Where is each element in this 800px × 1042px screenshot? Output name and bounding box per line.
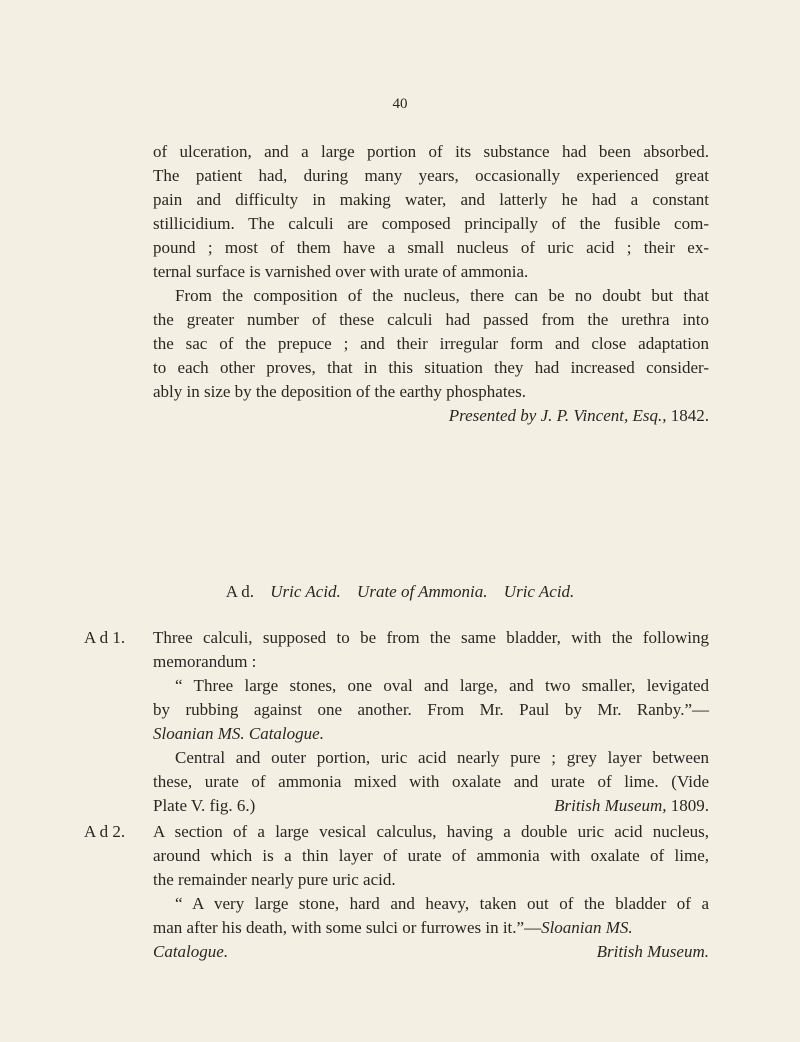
page-number: 40 xyxy=(392,96,408,112)
entry-line: the remainder nearly pure uric acid. xyxy=(153,870,396,889)
section-title-uric-acid: Uric Acid. xyxy=(270,582,341,601)
presented-year: 1842. xyxy=(666,406,709,425)
entry-line: Central and outer portion, uric acid nearly pure ; grey layer between xyxy=(175,748,709,767)
entry-line: these, urate of ammonia mixed with oxalate and urate of lime. (Vide xyxy=(153,772,709,791)
entry-line: A section of a large vesical calculus, having a double uric acid nucleus, xyxy=(153,822,709,841)
body-line: From the composition of the nucleus, there can be no doubt but that xyxy=(175,286,709,305)
entry-line: “ A very large stone, hard and heavy, taken out of the bladder of a xyxy=(175,894,709,913)
presented-by-name: Presented by J. P. Vincent, Esq., xyxy=(448,406,667,425)
entry-line: Plate V. fig. 6.) xyxy=(153,796,256,815)
body-line: the sac of the prepuce ; and their irregular form and close adaptation xyxy=(153,334,709,353)
body-line: ably in size by the deposition of the earthy phosphates. xyxy=(153,382,526,401)
entry-line: “ Three large stones, one oval and large, and two smaller, levigated xyxy=(175,676,709,695)
entry-line: around which is a thin layer of urate of ammonia with oxalate of lime, xyxy=(153,846,709,865)
entry-line: Three calculi, supposed to be from the same bladder, with the following xyxy=(153,628,709,647)
entry-provenance xyxy=(400,940,709,964)
body-line: The patient had, during many years, occasionally experienced great xyxy=(153,166,709,185)
body-line: stillicidium. The calculi are composed principally of the fusible com- xyxy=(153,214,709,233)
section-code: A d. xyxy=(225,582,255,601)
section-title-urate: Urate of Ammonia. xyxy=(357,582,488,601)
body-line: to each other proves, that in this situation they had increased consider- xyxy=(153,358,709,377)
provenance-name: British Museum, xyxy=(554,796,667,815)
body-line: pain and difficulty in making water, and latterly he had a constant xyxy=(153,190,709,209)
entry-label: A d 1. xyxy=(84,628,126,647)
entry-source xyxy=(153,722,324,746)
body-line: pound ; most of them have a small nucleus of uric acid ; their ex- xyxy=(153,238,709,257)
source-citation: Sloanian MS. xyxy=(541,918,633,937)
source-citation: Sloanian MS. Catalogue. xyxy=(153,724,324,743)
entry-line-text: man after his death, with some sulci or furrowes in it.”— xyxy=(153,918,542,937)
entry-source xyxy=(153,940,228,964)
body-line: of ulceration, and a large portion of its substance had been absorbed. xyxy=(153,142,709,161)
provenance-year: 1809. xyxy=(666,796,709,815)
section-title-uric-acid-2: Uric Acid. xyxy=(503,582,575,601)
section-heading xyxy=(0,582,800,602)
source-citation-cont: Catalogue. xyxy=(153,942,229,961)
entry-line: memorandum : xyxy=(153,652,257,671)
entry-label: A d 2. xyxy=(84,822,126,841)
body-line: ternal surface is varnished over with urate of ammonia. xyxy=(153,262,529,281)
entry-line xyxy=(153,916,633,940)
provenance-name: British Museum. xyxy=(596,942,709,961)
entry-provenance xyxy=(400,794,709,818)
presented-by xyxy=(153,404,709,428)
entry-line: by rubbing against one another. From Mr. Paul by Mr. Ranby.”— xyxy=(153,700,709,719)
body-line: the greater number of these calculi had passed from the urethra into xyxy=(153,310,709,329)
